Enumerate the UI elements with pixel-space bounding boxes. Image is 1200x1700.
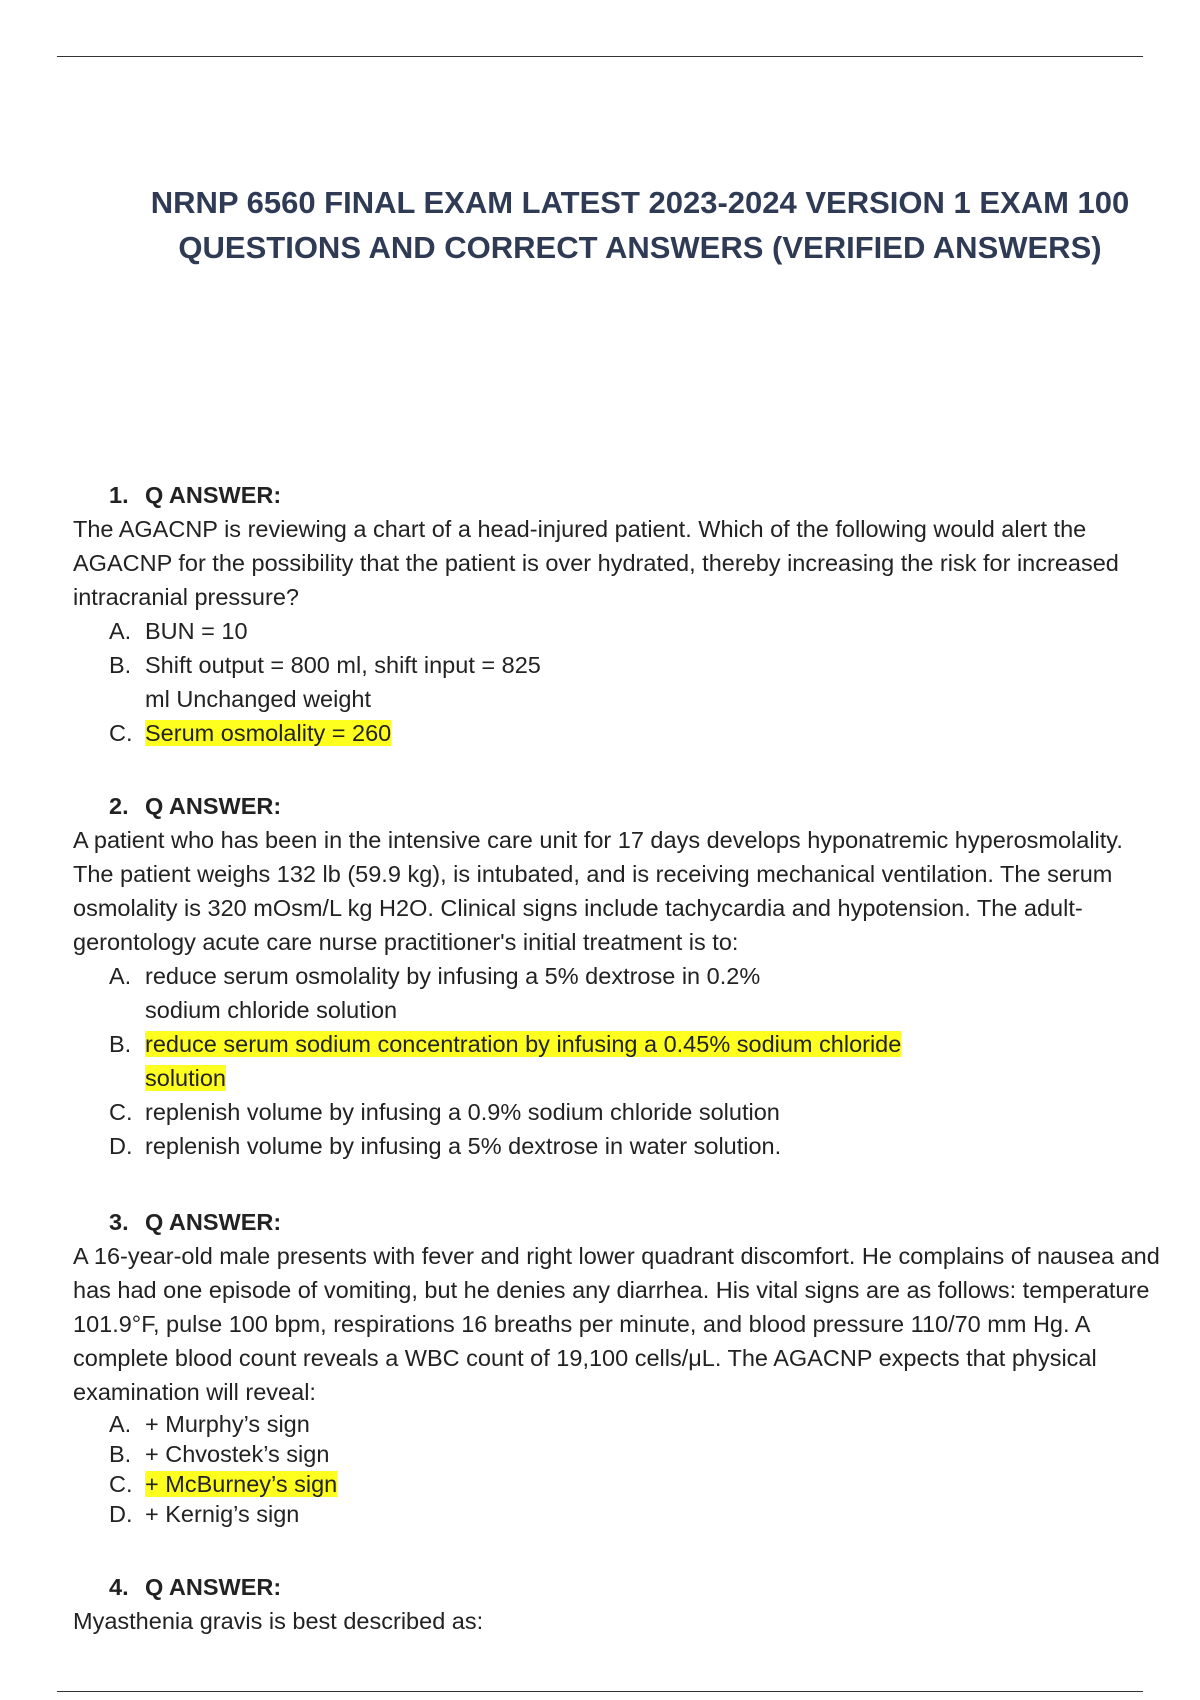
- question-number: 3.: [109, 1209, 129, 1235]
- option-letter: A.: [109, 618, 132, 644]
- option-b: [73, 648, 545, 716]
- question-text: Myasthenia gravis is best described as:: [73, 1608, 484, 1634]
- option-letter: C.: [109, 1471, 133, 1497]
- option-b-correct: [73, 1027, 905, 1095]
- option-letter: C.: [109, 720, 133, 746]
- option-text: reduce serum osmolality by infusing a 5% dextrose in 0.2% sodium chloride solution: [145, 963, 761, 1023]
- option-text: + Kernig’s sign: [145, 1501, 300, 1527]
- option-letter: A.: [109, 963, 132, 989]
- question-heading-label: Q ANSWER:: [145, 793, 282, 819]
- option-d: [73, 1499, 905, 1529]
- option-text: + Chvostek’s sign: [145, 1441, 330, 1467]
- option-a: [73, 614, 905, 648]
- option-text: Shift output = 800 ml, shift input = 825 ml Unchanged weight: [145, 652, 541, 712]
- highlighted-answer: + McBurney’s sign: [145, 1471, 338, 1497]
- option-a: [73, 959, 805, 1027]
- question-number: 2.: [109, 793, 129, 819]
- option-letter: B.: [109, 1031, 132, 1057]
- option-letter: A.: [109, 1411, 132, 1437]
- title-line-2: QUESTIONS AND CORRECT ANSWERS (VERIFIED ANSWERS): [178, 230, 1102, 265]
- question-heading: [109, 478, 1163, 512]
- option-letter: B.: [109, 1441, 132, 1467]
- option-letter: D.: [109, 1133, 133, 1159]
- option-text: replenish volume by infusing a 5% dextrose in water solution.: [145, 1133, 782, 1159]
- option-letter: D.: [109, 1501, 133, 1527]
- question-text: A patient who has been in the intensive care unit for 17 days develops hyponatremic hyperosmolality. The patient weighs 132 lb (59.9 kg), is intubated, and is receiving mechanical ventilation. The serum osmolality is 320 mOsm/L kg H2O. Clinical signs include tachycardia and hypotension. The adult-gerontology acute care nurse practitioner's initial treatment is to:: [73, 827, 1123, 955]
- option-text: BUN = 10: [145, 618, 248, 644]
- question-number: 1.: [109, 482, 129, 508]
- highlighted-answer: reduce serum sodium concentration by infusing a 0.45% sodium chloride solution: [145, 1031, 902, 1091]
- option-c-correct: [73, 1469, 905, 1499]
- question-2: [73, 789, 1163, 1163]
- highlighted-answer: Serum osmolality = 260: [145, 720, 392, 746]
- question-text: A 16-year-old male presents with fever and right lower quadrant discomfort. He complains of nausea and has had one episode of vomiting, but he denies any diarrhea. His vital signs are as follows: temperature 101.9°F, pulse 100 bpm, respirations 16 breaths per minute, and blood pressure 110/70 mm Hg. A complete blood count reveals a WBC count of 19,100 cells/μL. The AGACNP expects that physical examination will reveal:: [73, 1243, 1160, 1405]
- option-a: [73, 1409, 905, 1439]
- question-1: [73, 478, 1163, 750]
- option-b: [73, 1439, 905, 1469]
- answer-options: [73, 959, 1163, 1163]
- option-letter: C.: [109, 1099, 133, 1125]
- answer-options: [73, 1409, 1163, 1529]
- option-text: + Murphy’s sign: [145, 1411, 310, 1437]
- question-number: 4.: [109, 1574, 129, 1600]
- question-3: [73, 1205, 1163, 1529]
- document-title: [60, 180, 1200, 270]
- question-text: The AGACNP is reviewing a chart of a head-injured patient. Which of the following would alert the AGACNP for the possibility that the patient is over hydrated, thereby increasing the risk for increased intracranial pressure?: [73, 516, 1119, 610]
- top-rule: [57, 56, 1143, 57]
- question-heading: [109, 1205, 1163, 1239]
- option-c-correct: [73, 716, 905, 750]
- question-heading-label: Q ANSWER:: [145, 482, 282, 508]
- option-text: replenish volume by infusing a 0.9% sodium chloride solution: [145, 1099, 780, 1125]
- question-heading-label: Q ANSWER:: [145, 1574, 282, 1600]
- option-c: [73, 1095, 905, 1129]
- question-heading: [109, 789, 1163, 823]
- option-d: [73, 1129, 905, 1163]
- title-line-1: NRNP 6560 FINAL EXAM LATEST 2023-2024 VERSION 1 EXAM 100: [150, 185, 1130, 220]
- question-heading-label: Q ANSWER:: [145, 1209, 282, 1235]
- option-letter: B.: [109, 652, 132, 678]
- answer-options: [73, 614, 1163, 750]
- question-4: [73, 1570, 1163, 1638]
- bottom-rule: [57, 1691, 1143, 1692]
- question-heading: [109, 1570, 1163, 1604]
